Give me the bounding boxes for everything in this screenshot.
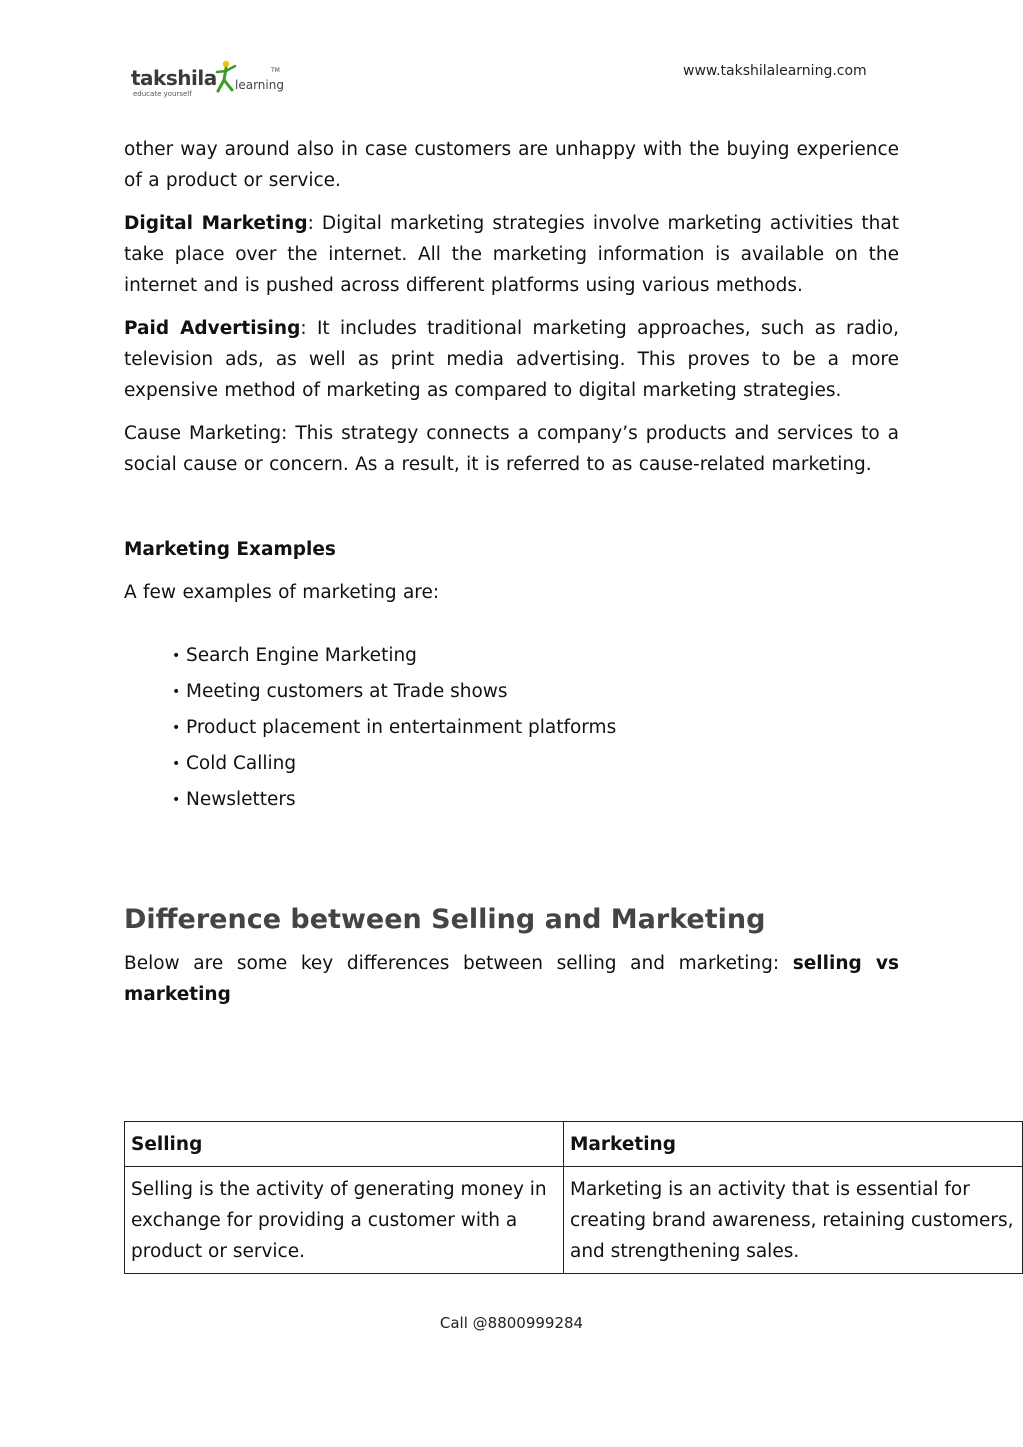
takshila-logo	[131, 58, 283, 110]
footer-call: Call @8800999284	[439, 1314, 584, 1332]
logo-brand: takshila	[131, 66, 217, 90]
table-row	[125, 1167, 1023, 1274]
difference-intro-text: Below are some key differences between selling and marketing:	[124, 953, 793, 974]
list-item: • Newsletters	[172, 782, 899, 818]
logo-tagline: educate yourself	[133, 90, 192, 98]
site-url[interactable]: www.takshilalearning.com	[683, 63, 867, 79]
list-item: • Meeting customers at Trade shows	[172, 674, 899, 710]
logo-suffix: learning	[235, 78, 284, 92]
section-heading: Difference between Selling and Marketing	[124, 904, 766, 935]
list-item: • Product placement in entertainment platforms	[172, 710, 899, 746]
main-content	[124, 134, 899, 1024]
table-cell: Marketing is an activity that is essential for creating brand awareness, retaining customers, and strengthening sales.	[564, 1167, 1023, 1274]
intro-continuation: other way around also in case customers are unhappy with the buying experience of a product or service.	[124, 139, 899, 191]
digital-marketing-term: Digital Marketing	[124, 213, 308, 234]
difference-intro	[124, 948, 899, 1010]
list-item: • Cold Calling	[172, 746, 899, 782]
marketing-examples-heading: Marketing Examples	[124, 539, 336, 560]
examples-list	[124, 638, 899, 818]
paid-advertising-paragraph	[124, 313, 899, 406]
difference-intro-bold: selling vs marketing	[124, 953, 899, 1005]
cause-marketing-paragraph: Cause Marketing: This strategy connects a company’s products and services to a social cause or concern. As a result, it is referred to as cause-related marketing.	[124, 423, 899, 475]
paid-advertising-term: Paid Advertising	[124, 318, 301, 339]
table-header-row	[125, 1122, 1023, 1167]
table-cell: Selling is the activity of generating money in exchange for providing a customer with a product or service.	[125, 1167, 564, 1274]
logo-figure-icon	[215, 60, 237, 98]
table-header-cell: Selling	[125, 1122, 564, 1167]
list-item: • Search Engine Marketing	[172, 638, 899, 674]
logo-tm: TM	[271, 67, 280, 74]
table-header-cell: Marketing	[564, 1122, 1023, 1167]
paid-advertising-text: : It includes traditional marketing approaches, such as radio, television ads, as well as print media advertising. This proves to be a more expensive method of marketing as compared to digital marketing strategies.	[124, 318, 899, 401]
selling-vs-marketing-table	[124, 1121, 1023, 1274]
digital-marketing-paragraph	[124, 208, 899, 301]
examples-intro: A few examples of marketing are:	[124, 582, 440, 603]
digital-marketing-text: : Digital marketing strategies involve marketing activities that take place over the internet. All the marketing information is available on the internet and is pushed across different platforms using various methods.	[124, 213, 899, 296]
